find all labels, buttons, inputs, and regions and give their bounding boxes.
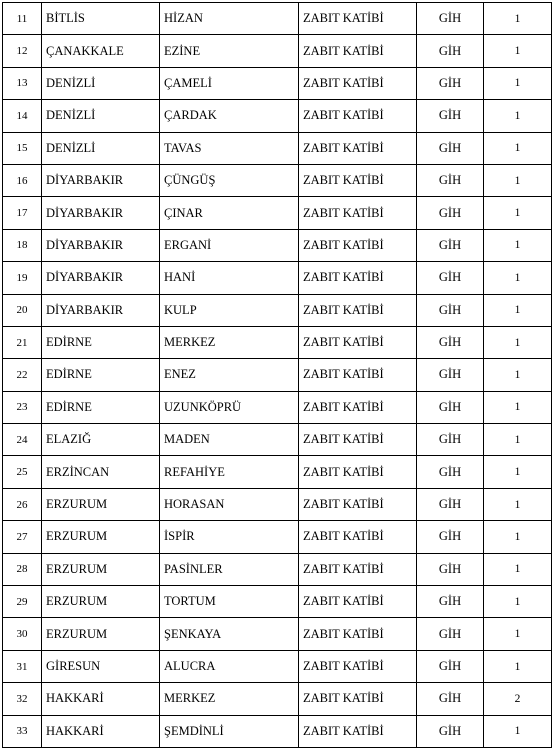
table-row xyxy=(3,715,552,747)
class-cell: GİH xyxy=(417,521,484,553)
province-cell: ERZURUM xyxy=(42,618,160,650)
table-row xyxy=(3,262,552,294)
province-cell: DİYARBAKIR xyxy=(42,229,160,261)
class-cell: GİH xyxy=(417,488,484,520)
class-cell: GİH xyxy=(417,586,484,618)
row-number-cell: 30 xyxy=(3,618,42,650)
title-cell: ZABIT KATİBİ xyxy=(299,586,417,618)
class-cell: GİH xyxy=(417,100,484,132)
province-cell: DENİZLİ xyxy=(42,100,160,132)
district-cell: HİZAN xyxy=(160,3,299,35)
title-cell: ZABIT KATİBİ xyxy=(299,35,417,67)
district-cell: ÇAMELİ xyxy=(160,67,299,99)
province-cell: EDİRNE xyxy=(42,326,160,358)
district-cell: ALUCRA xyxy=(160,650,299,682)
title-cell: ZABIT KATİBİ xyxy=(299,100,417,132)
count-cell: 2 xyxy=(484,683,552,715)
district-cell: MERKEZ xyxy=(160,326,299,358)
table-row xyxy=(3,164,552,196)
class-cell: GİH xyxy=(417,197,484,229)
count-cell: 1 xyxy=(484,586,552,618)
table-row xyxy=(3,359,552,391)
class-cell: GİH xyxy=(417,3,484,35)
row-number-cell: 28 xyxy=(3,553,42,585)
row-number-cell: 33 xyxy=(3,715,42,747)
table-row xyxy=(3,488,552,520)
class-cell: GİH xyxy=(417,229,484,261)
count-cell: 1 xyxy=(484,67,552,99)
table-row xyxy=(3,132,552,164)
province-cell: DİYARBAKIR xyxy=(42,262,160,294)
province-cell: ERZİNCAN xyxy=(42,456,160,488)
table-body xyxy=(3,3,552,748)
count-cell: 1 xyxy=(484,132,552,164)
district-cell: TAVAS xyxy=(160,132,299,164)
class-cell: GİH xyxy=(417,35,484,67)
district-cell: EZİNE xyxy=(160,35,299,67)
title-cell: ZABIT KATİBİ xyxy=(299,164,417,196)
class-cell: GİH xyxy=(417,618,484,650)
row-number-cell: 24 xyxy=(3,424,42,456)
class-cell: GİH xyxy=(417,164,484,196)
title-cell: ZABIT KATİBİ xyxy=(299,326,417,358)
district-cell: MERKEZ xyxy=(160,683,299,715)
province-cell: DENİZLİ xyxy=(42,132,160,164)
district-cell: İSPİR xyxy=(160,521,299,553)
row-number-cell: 13 xyxy=(3,67,42,99)
province-cell: BİTLİS xyxy=(42,3,160,35)
count-cell: 1 xyxy=(484,229,552,261)
count-cell: 1 xyxy=(484,424,552,456)
table-row xyxy=(3,456,552,488)
district-cell: HANİ xyxy=(160,262,299,294)
class-cell: GİH xyxy=(417,424,484,456)
title-cell: ZABIT KATİBİ xyxy=(299,3,417,35)
count-cell: 1 xyxy=(484,553,552,585)
count-cell: 1 xyxy=(484,35,552,67)
row-number-cell: 16 xyxy=(3,164,42,196)
class-cell: GİH xyxy=(417,650,484,682)
row-number-cell: 27 xyxy=(3,521,42,553)
province-cell: ERZURUM xyxy=(42,553,160,585)
count-cell: 1 xyxy=(484,618,552,650)
district-cell: ÇINAR xyxy=(160,197,299,229)
row-number-cell: 11 xyxy=(3,3,42,35)
district-cell: TORTUM xyxy=(160,586,299,618)
row-number-cell: 29 xyxy=(3,586,42,618)
row-number-cell: 20 xyxy=(3,294,42,326)
district-cell: REFAHİYE xyxy=(160,456,299,488)
count-cell: 1 xyxy=(484,3,552,35)
province-cell: EDİRNE xyxy=(42,359,160,391)
table-row xyxy=(3,229,552,261)
title-cell: ZABIT KATİBİ xyxy=(299,553,417,585)
district-cell: ŞENKAYA xyxy=(160,618,299,650)
table-row xyxy=(3,100,552,132)
class-cell: GİH xyxy=(417,553,484,585)
title-cell: ZABIT KATİBİ xyxy=(299,618,417,650)
positions-table xyxy=(2,2,552,748)
row-number-cell: 15 xyxy=(3,132,42,164)
count-cell: 1 xyxy=(484,650,552,682)
province-cell: DENİZLİ xyxy=(42,67,160,99)
class-cell: GİH xyxy=(417,132,484,164)
count-cell: 1 xyxy=(484,391,552,423)
title-cell: ZABIT KATİBİ xyxy=(299,132,417,164)
district-cell: ERGANİ xyxy=(160,229,299,261)
province-cell: DİYARBAKIR xyxy=(42,294,160,326)
table-row xyxy=(3,326,552,358)
title-cell: ZABIT KATİBİ xyxy=(299,229,417,261)
province-cell: ERZURUM xyxy=(42,488,160,520)
row-number-cell: 18 xyxy=(3,229,42,261)
district-cell: PASİNLER xyxy=(160,553,299,585)
count-cell: 1 xyxy=(484,100,552,132)
table-row xyxy=(3,650,552,682)
province-cell: ERZURUM xyxy=(42,521,160,553)
table-row xyxy=(3,294,552,326)
table-row xyxy=(3,586,552,618)
title-cell: ZABIT KATİBİ xyxy=(299,359,417,391)
district-cell: ŞEMDİNLİ xyxy=(160,715,299,747)
row-number-cell: 22 xyxy=(3,359,42,391)
table-row xyxy=(3,521,552,553)
title-cell: ZABIT KATİBİ xyxy=(299,650,417,682)
title-cell: ZABIT KATİBİ xyxy=(299,683,417,715)
table-row xyxy=(3,424,552,456)
count-cell: 1 xyxy=(484,488,552,520)
province-cell: GİRESUN xyxy=(42,650,160,682)
province-cell: DİYARBAKIR xyxy=(42,197,160,229)
count-cell: 1 xyxy=(484,456,552,488)
district-cell: ENEZ xyxy=(160,359,299,391)
province-cell: EDİRNE xyxy=(42,391,160,423)
province-cell: HAKKARİ xyxy=(42,683,160,715)
district-cell: ÇÜNGÜŞ xyxy=(160,164,299,196)
class-cell: GİH xyxy=(417,294,484,326)
table-row xyxy=(3,197,552,229)
row-number-cell: 25 xyxy=(3,456,42,488)
class-cell: GİH xyxy=(417,683,484,715)
count-cell: 1 xyxy=(484,326,552,358)
title-cell: ZABIT KATİBİ xyxy=(299,715,417,747)
class-cell: GİH xyxy=(417,456,484,488)
district-cell: MADEN xyxy=(160,424,299,456)
count-cell: 1 xyxy=(484,294,552,326)
district-cell: UZUNKÖPRÜ xyxy=(160,391,299,423)
table-row xyxy=(3,618,552,650)
row-number-cell: 19 xyxy=(3,262,42,294)
table-row xyxy=(3,391,552,423)
province-cell: DİYARBAKIR xyxy=(42,164,160,196)
count-cell: 1 xyxy=(484,197,552,229)
class-cell: GİH xyxy=(417,359,484,391)
table-row xyxy=(3,683,552,715)
row-number-cell: 14 xyxy=(3,100,42,132)
province-cell: ELAZIĞ xyxy=(42,424,160,456)
title-cell: ZABIT KATİBİ xyxy=(299,391,417,423)
class-cell: GİH xyxy=(417,262,484,294)
table-row xyxy=(3,67,552,99)
row-number-cell: 31 xyxy=(3,650,42,682)
count-cell: 1 xyxy=(484,164,552,196)
class-cell: GİH xyxy=(417,391,484,423)
title-cell: ZABIT KATİBİ xyxy=(299,521,417,553)
title-cell: ZABIT KATİBİ xyxy=(299,488,417,520)
row-number-cell: 21 xyxy=(3,326,42,358)
count-cell: 1 xyxy=(484,521,552,553)
row-number-cell: 26 xyxy=(3,488,42,520)
table-row xyxy=(3,553,552,585)
table-row xyxy=(3,35,552,67)
class-cell: GİH xyxy=(417,326,484,358)
district-cell: ÇARDAK xyxy=(160,100,299,132)
province-cell: HAKKARİ xyxy=(42,715,160,747)
class-cell: GİH xyxy=(417,715,484,747)
title-cell: ZABIT KATİBİ xyxy=(299,294,417,326)
row-number-cell: 23 xyxy=(3,391,42,423)
count-cell: 1 xyxy=(484,359,552,391)
count-cell: 1 xyxy=(484,262,552,294)
province-cell: ÇANAKKALE xyxy=(42,35,160,67)
title-cell: ZABIT KATİBİ xyxy=(299,197,417,229)
class-cell: GİH xyxy=(417,67,484,99)
district-cell: HORASAN xyxy=(160,488,299,520)
title-cell: ZABIT KATİBİ xyxy=(299,456,417,488)
title-cell: ZABIT KATİBİ xyxy=(299,262,417,294)
district-cell: KULP xyxy=(160,294,299,326)
title-cell: ZABIT KATİBİ xyxy=(299,67,417,99)
province-cell: ERZURUM xyxy=(42,586,160,618)
row-number-cell: 12 xyxy=(3,35,42,67)
row-number-cell: 32 xyxy=(3,683,42,715)
count-cell: 1 xyxy=(484,715,552,747)
table-row xyxy=(3,3,552,35)
row-number-cell: 17 xyxy=(3,197,42,229)
title-cell: ZABIT KATİBİ xyxy=(299,424,417,456)
